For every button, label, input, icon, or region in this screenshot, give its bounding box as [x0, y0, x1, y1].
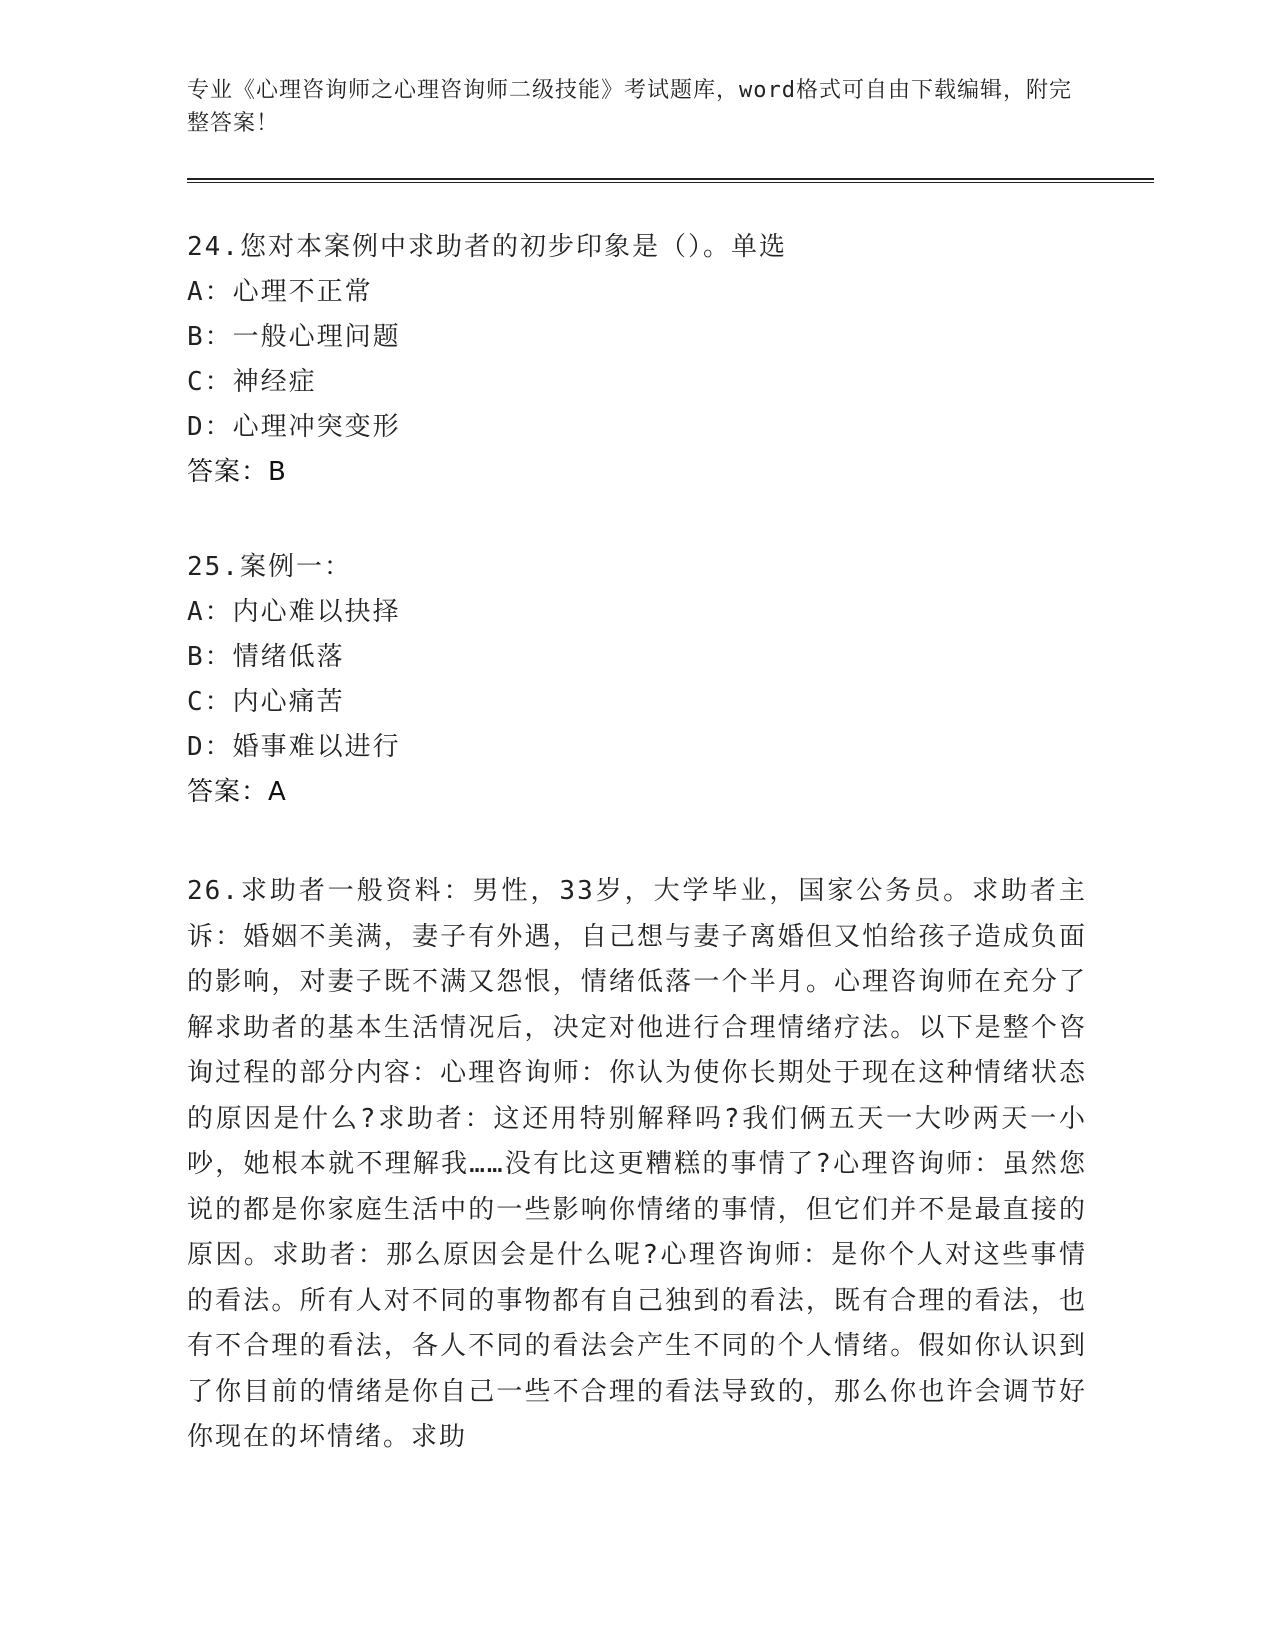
- answer-text: 答案：A: [187, 777, 287, 807]
- question-stem: 24.您对本案例中求助者的初步印象是（）。单选: [187, 232, 787, 262]
- option-c: C：神经症: [187, 367, 317, 397]
- question-24: [187, 225, 1087, 495]
- page-header: 专业《心理咨询师之心理咨询师二级技能》考试题库，word格式可自由下载编辑，附完整答案！: [187, 78, 1072, 136]
- question-25: [187, 545, 1087, 815]
- question-stem: 25.案例一：: [187, 552, 352, 582]
- option-d: D：心理冲突变形: [187, 412, 401, 442]
- header-divider: [187, 178, 1154, 183]
- question-26-text: 26.求助者一般资料：男性，33岁，大学毕业，国家公务员。求助者主诉：婚姻不美满，妻子有外遇，自己想与妻子离婚但又怕给孩子造成负面的影响，对妻子既不满又怨恨，情绪低落一个半月。心理咨询师在充分了解求助者的基本生活情况后，决定对他进行合理情绪疗法。以下是整个咨询过程的部分内容：心理咨询师：你认为使你长期处于现在这种情绪状态的原因是什么?求助者：这还用特别解释吗?我们俩五天一大吵两天一小吵，她根本就不理解我……没有比这更糟糕的事情了?心理咨询师：虽然您说的都是你家庭生活中的一些影响你情绪的事情，但它们并不是最直接的原因。求助者：那么原因会是什么呢?心理咨询师：是你个人对这些事情的看法。所有人对不同的事物都有自己独到的看法，既有合理的看法，也有不合理的看法，各人不同的看法会产生不同的个人情绪。假如你认识到了你目前的情绪是你自己一些不合理的看法导致的，那么你也许会调节好你现在的坏情绪。求助: [187, 876, 1087, 1452]
- option-b: B：一般心理问题: [187, 322, 401, 352]
- option-d: D：婚事难以进行: [187, 732, 401, 762]
- answer-text: 答案：B: [187, 457, 287, 487]
- option-c: C：内心痛苦: [187, 687, 345, 717]
- option-a: A：心理不正常: [187, 277, 373, 307]
- option-a: A：内心难以抉择: [187, 597, 401, 627]
- option-b: B：情绪低落: [187, 642, 345, 672]
